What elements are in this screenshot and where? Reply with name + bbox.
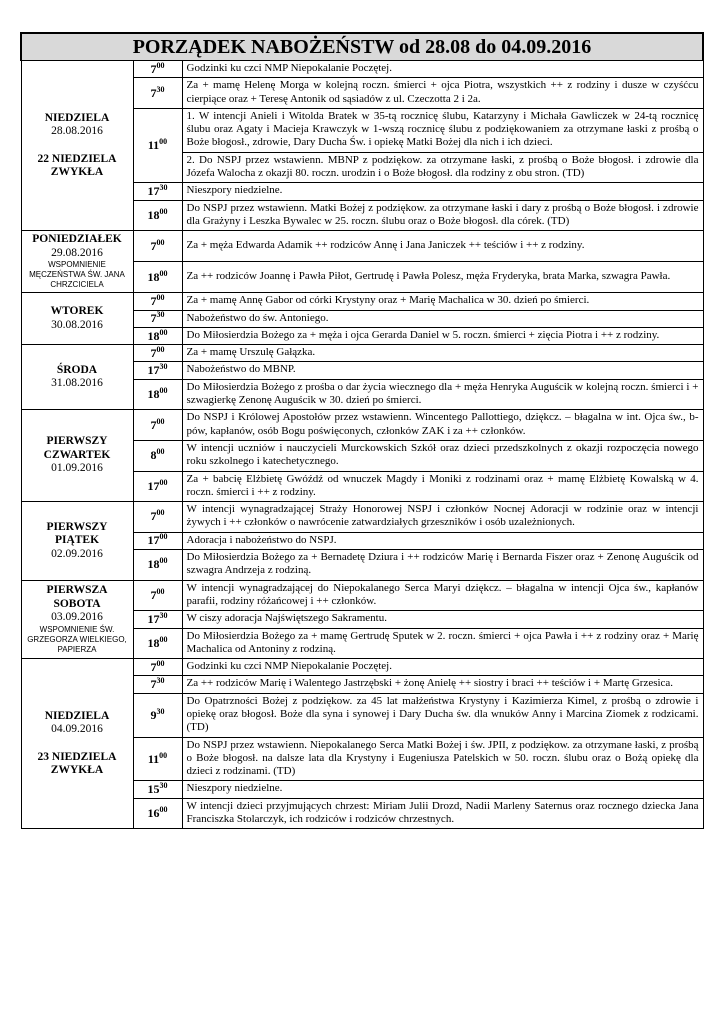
hour: 18: [147, 557, 160, 572]
mass-time: [133, 580, 182, 611]
intention-text: Godzinki ku czci NMP Niepokalanie Poczętej.: [182, 61, 703, 78]
minutes: 30: [156, 706, 165, 716]
intention-text: Za ++ rodziców Joannę i Pawła Piłot, Gertrudę i Pawła Polesz, męża Fryderyka, brata Marka, szwagra Pawła.: [182, 262, 703, 293]
minutes: 30: [156, 676, 165, 686]
page-title: PORZĄDEK NABOŻEŃSTW od 28.08 do 04.09.2016: [21, 33, 703, 61]
intention-text: Do Miłosierdzia Bożego z prośba o dar życia wiecznego dla + męża Henryka Auguścik w kolejną roczn. śmierci i + szwagierkę Zenonę Auguścik w 30. dzień po śmierci.: [182, 379, 703, 410]
day-name: PONIEDZIAŁEK: [32, 233, 122, 246]
minutes: 00: [159, 386, 168, 396]
hour: 18: [147, 387, 160, 402]
mass-time: [133, 659, 182, 676]
intention-text: Za + mamę Urszulę Gałązka.: [182, 345, 703, 362]
day-date: 01.09.2016: [51, 462, 103, 475]
hour: 7: [150, 509, 157, 524]
day-cell: [21, 345, 133, 410]
minutes: 30: [156, 310, 165, 320]
minutes: 00: [159, 206, 168, 216]
mass-time: [133, 362, 182, 379]
minutes: 30: [159, 183, 168, 193]
schedule-row: [21, 410, 703, 441]
minutes: 00: [156, 658, 165, 668]
day-name: PIERWSZY PIĄTEK: [46, 520, 108, 547]
hour: 7: [150, 85, 157, 100]
hour: 17: [147, 478, 160, 493]
hour: 17: [147, 363, 160, 378]
schedule-row: [21, 502, 703, 533]
intention-text: Adoracja i nabożeństwo do NSPJ.: [182, 532, 703, 549]
minutes: 30: [156, 84, 165, 94]
schedule-row: [21, 293, 703, 310]
day-date: 31.08.2016: [51, 377, 103, 390]
minutes: 00: [156, 344, 165, 354]
day-cell: [21, 293, 133, 345]
hour: 7: [150, 417, 157, 432]
mass-time: [133, 471, 182, 502]
minutes: 00: [156, 416, 165, 426]
day-date: 30.08.2016: [51, 318, 103, 331]
hour: 7: [150, 238, 157, 253]
intention-text: Do NSPJ i Królowej Apostołów przez wstawienn. Wincentego Pallottiego, dziękcz. – błagalna w int. Ojca św., b-pów, kapłanów, osób Bogu poświęconych, członków ZAK i za ++ członków.: [182, 410, 703, 441]
day-name: NIEDZIELA: [44, 709, 110, 722]
intention-text: Nabożeństwo do św. Antoniego.: [182, 310, 703, 327]
schedule-sheet: [20, 32, 704, 829]
hour: 17: [147, 611, 160, 626]
minutes: 00: [159, 327, 168, 337]
intention-text: W intencji wynagradzającej Straży Honorowej NSPJ i członków Nocnej Adoracji w rodzinie oraz w intencji żywych i ++ członków o nawrócenie zatwardziałych grzeszników i osób uzależnionych.: [182, 502, 703, 533]
intention-text: Do NSPJ przez wstawienn. Niepokalanego Serca Matki Bożej i św. JPII, z podziękow. za otrzymane łaski, z prośbą o Boże błogosł. na dalsze lata dla Krystyny i Eugeniusza Patelskich w 50. roczn. ślubu oraz o Bożą opiekę dla dzieci z rodzinami. (TD): [182, 737, 703, 781]
minutes: 00: [159, 805, 168, 815]
intention-text: Do Miłosierdzia Bożego za + Bernadetę Dziura i ++ rodziców Marię i Bernarda Fiszer oraz + Zenonę Auguścik od szwagra Andrzeja z rodziną.: [182, 550, 703, 581]
minutes: 00: [159, 268, 168, 278]
hour: 7: [150, 677, 157, 692]
hour: 15: [147, 782, 160, 797]
mass-time: [133, 262, 182, 293]
intention-text: Nieszpory niedzielne.: [182, 781, 703, 798]
mass-time: [133, 200, 182, 231]
hour: 18: [147, 635, 160, 650]
intention-text: Nieszpory niedzielne.: [182, 183, 703, 200]
mass-time: [133, 798, 182, 829]
minutes: 00: [159, 634, 168, 644]
intention-text: Do Miłosierdzia Bożego za + męża i ojca Gerarda Daniel w 5. roczn. śmierci + zięcia Piotra i ++ z rodziny.: [182, 327, 703, 344]
mass-time: [133, 231, 182, 262]
schedule-row: [21, 580, 703, 611]
hour: 18: [147, 269, 160, 284]
intention-text: Godzinki ku czci NMP Niepokalanie Poczętej.: [182, 659, 703, 676]
hour: 8: [150, 448, 157, 463]
mass-time: [133, 78, 182, 109]
intention-text: Do Opatrzności Bożej z podziękow. za 45 lat małżeństwa Krystyny i Kazimierza Kimel, z prośbą o zdrowie i opiekę oraz błogosł. Boże dla syna i synowej i Dary Ducha św. dla wnuków Anny i Marcina Ziomek z rodzicami. (TD): [182, 693, 703, 737]
mass-time: [133, 310, 182, 327]
mass-time: [133, 293, 182, 310]
intention-text: Za + męża Edwarda Adamik ++ rodziców Annę i Jana Janiczek ++ teściów i ++ z rodziny.: [182, 231, 703, 262]
day-name: PIERWSZA SOBOTA: [46, 584, 108, 610]
hour: 7: [150, 293, 157, 308]
minutes: 00: [159, 137, 168, 147]
day-date: 29.08.2016: [51, 246, 103, 259]
day-cell: [21, 659, 133, 829]
day-name: PIERWSZY CZWARTEK: [43, 435, 111, 461]
mass-time: [133, 440, 182, 471]
minutes: 00: [159, 750, 168, 760]
hour: 7: [150, 659, 157, 674]
mass-time: [133, 410, 182, 441]
hour: 11: [147, 751, 160, 766]
schedule-row: [21, 61, 703, 78]
mass-time: [133, 502, 182, 533]
mass-time: [133, 781, 182, 798]
hour: 11: [147, 138, 160, 153]
hour: 18: [147, 207, 160, 222]
hour: 7: [150, 587, 157, 602]
hour: 17: [147, 184, 160, 199]
feast-note: WSPOMNIENIE MĘCZEŃSTWA ŚW. JANA CHRZCICIELA: [29, 260, 125, 290]
schedule-body: [21, 61, 703, 829]
mass-time: [133, 628, 182, 659]
intention-text: Do NSPJ przez wstawienn. Matki Bożej z podziękow. za otrzymane łaski i dary z prośbą o Boże błogosł. i zdrowie dla Grażyny i Leszka Bywalec w 25. roczn. ślubu oraz o Boże błogosł. dla córek. (TD): [182, 200, 703, 231]
intention-text: W intencji dzieci przyjmujących chrzest: Miriam Julii Drozd, Nadii Marleny Saternus oraz rocznego dziecka Jana Franciszka Stolarczyk, ich rodziców i rodziców chrzestnych.: [182, 798, 703, 829]
schedule-row: [21, 231, 703, 262]
mass-time: [133, 737, 182, 781]
mass-time: [133, 532, 182, 549]
day-date: 04.09.2016: [51, 723, 103, 736]
day-date: 03.09.2016: [51, 611, 103, 624]
mass-time: [133, 676, 182, 693]
minutes: 00: [159, 556, 168, 566]
day-date: 28.08.2016: [51, 125, 103, 138]
intention-text: Za + mamę Annę Gabor od córki Krystyny oraz + Marię Machalica w 30. dzień po śmierci.: [182, 293, 703, 310]
day-cell: [21, 410, 133, 502]
hour: 17: [147, 533, 160, 548]
intention-text: Nabożeństwo do MBNP.: [182, 362, 703, 379]
schedule-row: [21, 345, 703, 362]
intention-text: W ciszy adoracja Najświętszego Sakramentu.: [182, 611, 703, 628]
minutes: 00: [156, 292, 165, 302]
minutes: 00: [159, 477, 168, 487]
intention-text: W intencji uczniów i nauczycieli Murckowskich Szkół oraz dzieci przedszkolnych z okazji rozpoczęcia nowego roku szkolnego i katechetycznego.: [182, 440, 703, 471]
intention-text: 1. W intencji Anieli i Witolda Bratek w 35-tą rocznicę ślubu, Katarzyny i Michała Gawliczek w 24-tą rocznicę ślubu oraz Agaty i Macieja Krawczyk w 1-wszą rocznicę ślubu z podziękowaniem za otrzymane łaski z prośbą o Boże błogosł., zdrowie, Dary Ducha Św. i opiekę Matki Bożej dla nich i ich dzieci.: [182, 108, 703, 152]
day-cell: [21, 502, 133, 580]
hour: 7: [150, 61, 157, 76]
minutes: 30: [159, 781, 168, 791]
intention-text: W intencji wynagradzającej do Niepokalanego Serca Maryi dziękcz. – błagalna w intencji Ojca św., kapłanów parafii, rodziny różańcowej i ++ członków.: [182, 580, 703, 611]
schedule-table: [20, 32, 704, 829]
mass-time: [133, 345, 182, 362]
minutes: 00: [156, 60, 165, 70]
mass-time: [133, 183, 182, 200]
sunday-label: 23 NIEDZIELA ZWYKŁA: [37, 750, 117, 777]
sunday-label: 22 NIEDZIELA ZWYKŁA: [37, 152, 117, 179]
mass-time: [133, 379, 182, 410]
day-date: 02.09.2016: [51, 547, 103, 560]
minutes: 30: [159, 610, 168, 620]
intention-text: 2. Do NSPJ przez wstawienn. MBNP z podziękow. za otrzymane łaski, z prośbą o Boże błogosł. i zdrowie dla Józefa Walocha z okazji 80. roczn. urodzin i o Boże błogosł. dla rodziny z obu stron. (TD): [182, 152, 703, 183]
mass-time: [133, 108, 182, 182]
minutes: 00: [156, 237, 165, 247]
day-cell: [21, 580, 133, 658]
mass-time: [133, 550, 182, 581]
mass-time: [133, 61, 182, 78]
day-name: ŚRODA: [56, 363, 98, 376]
intention-text: Za + babcię Elżbietę Gwóźdź od wnuczek Magdy i Moniki z rodzinami oraz + mamę Elżbietę Kowalską w 4. roczn. śmierci i ++ z rodziny.: [182, 471, 703, 502]
minutes: 00: [156, 447, 165, 457]
minutes: 00: [156, 508, 165, 518]
hour: 9: [150, 707, 157, 722]
title-row: [21, 33, 703, 61]
day-name: WTOREK: [50, 305, 104, 318]
intention-text: Do Miłosierdzia Bożego za + mamę Gertrudę Sputek w 2. roczn. śmierci + ojca Pawła i ++ z rodziny oraz + Marię Machalica od Antoniny z rodziną.: [182, 628, 703, 659]
hour: 16: [147, 806, 160, 821]
minutes: 30: [159, 362, 168, 372]
hour: 18: [147, 328, 160, 343]
hour: 7: [150, 345, 157, 360]
intention-text: Za ++ rodziców Marię i Walentego Jastrzębski + żonę Anielę ++ siostry i braci ++ teściów i + Martę Grzesica.: [182, 676, 703, 693]
minutes: 00: [156, 586, 165, 596]
mass-time: [133, 611, 182, 628]
intention-text: Za + mamę Helenę Morga w kolejną roczn. śmierci + ojca Piotra, wszystkich ++ z rodziny i dusze w czyśćcu cierpiące oraz + Teresę Antonik od sąsiadów z ul. Czeczotta 2 i 2a.: [182, 78, 703, 109]
day-name: NIEDZIELA: [44, 111, 110, 124]
day-cell: [21, 61, 133, 231]
minutes: 00: [159, 532, 168, 542]
day-cell: [21, 231, 133, 293]
schedule-row: [21, 659, 703, 676]
feast-note: WSPOMNIENIE ŚW. GRZEGORZA WIELKIEGO, PAPIERZA: [27, 624, 127, 654]
hour: 7: [150, 311, 157, 326]
mass-time: [133, 327, 182, 344]
mass-time: [133, 693, 182, 737]
